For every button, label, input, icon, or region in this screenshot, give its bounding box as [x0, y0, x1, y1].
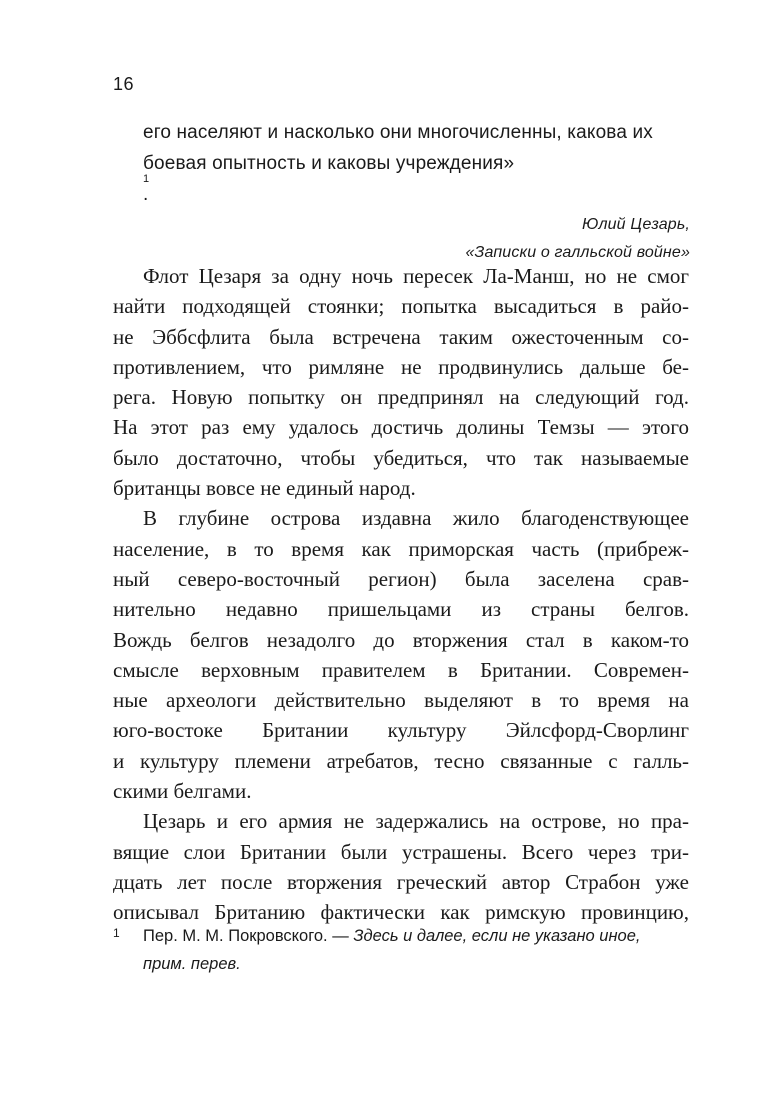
- text-line: вящие слои Британии были устрашены. Всего через три-: [113, 839, 689, 864]
- epigraph-line: его населяют и насколько они многочисленны, какова их: [143, 122, 653, 143]
- text-line: На этот раз ему удалось достичь долины Темзы — этого: [113, 415, 689, 440]
- footnote-source: Пер. М. М. Покровского. —: [143, 927, 349, 945]
- text-line: ные археологи действительно выделяют в то время на: [113, 688, 689, 713]
- footnote: [113, 922, 693, 978]
- footnotes: [113, 922, 693, 978]
- text-line: население, в то время как приморская часть (прибреж-: [113, 536, 689, 561]
- epigraph-line-text: боевая опытность и каковы учреждения»: [143, 153, 515, 174]
- text-line: найти подходящей стоянки; попытка высадиться в райо-: [113, 294, 689, 319]
- main-text: [113, 261, 689, 928]
- epigraph-work: «Записки о галльской войне»: [465, 244, 690, 261]
- epigraph-quote: [143, 117, 688, 210]
- text-line: Флот Цезаря за одну ночь пересек Ла-Манш, но не смог: [143, 264, 689, 288]
- text-line: было достаточно, чтобы убедиться, что так называемые: [113, 445, 689, 470]
- paragraph: [113, 261, 689, 503]
- text-line: юго-востоке Британии культуру Эйлсфорд-Сворлинг: [113, 718, 689, 743]
- epigraph-attribution: [145, 211, 690, 267]
- text-line: не Эббсфлита была встречена таким ожесточенным со-: [113, 324, 689, 349]
- paragraph: [113, 503, 689, 806]
- epigraph: [143, 117, 688, 266]
- paragraph: [113, 806, 689, 927]
- text-line: противлением, что римляне не продвинулись дальше бе-: [113, 354, 689, 379]
- text-line: смысле верховным правителем в Британии. Современ-: [113, 657, 689, 682]
- text-line: В глубине острова издавна жило благоденствующее: [143, 506, 689, 531]
- text-line: Цезарь и его армия не задержались на острове, но пра-: [143, 809, 689, 834]
- text-line: нительно недавно пришельцами из страны белгов.: [113, 597, 689, 622]
- text-line: описывал Британию фактически как римскую провинцию,: [113, 900, 689, 925]
- footnote-line: [143, 922, 693, 950]
- text-line: Вождь белгов незадолго до вторжения стал в каком-то: [113, 627, 689, 652]
- epigraph-end-punct: .: [143, 184, 149, 205]
- text-line: рега. Новую попытку он предпринял на следующий год.: [113, 385, 689, 410]
- text-line: скими белгами.: [113, 779, 252, 804]
- footnote-note: Здесь и далее, если не указано иное,: [353, 927, 641, 945]
- epigraph-author: Юлий Цезарь,: [581, 216, 690, 233]
- text-line: дцать лет после вторжения греческий автор Страбон уже: [113, 869, 689, 894]
- epigraph-line: боевая опытность и каковы учреждения» 1 .: [143, 148, 688, 210]
- footnote-note-continued: прим. перев.: [143, 955, 241, 973]
- text-line: британцы вовсе не единый народ.: [113, 476, 416, 501]
- footnote-marker: 1: [113, 926, 120, 940]
- text-line: и культуру племени атребатов, тесно связанные с галль-: [113, 748, 689, 773]
- text-line: ный северо-восточный регион) была заселена срав-: [113, 566, 689, 591]
- page-number: 16: [113, 74, 135, 94]
